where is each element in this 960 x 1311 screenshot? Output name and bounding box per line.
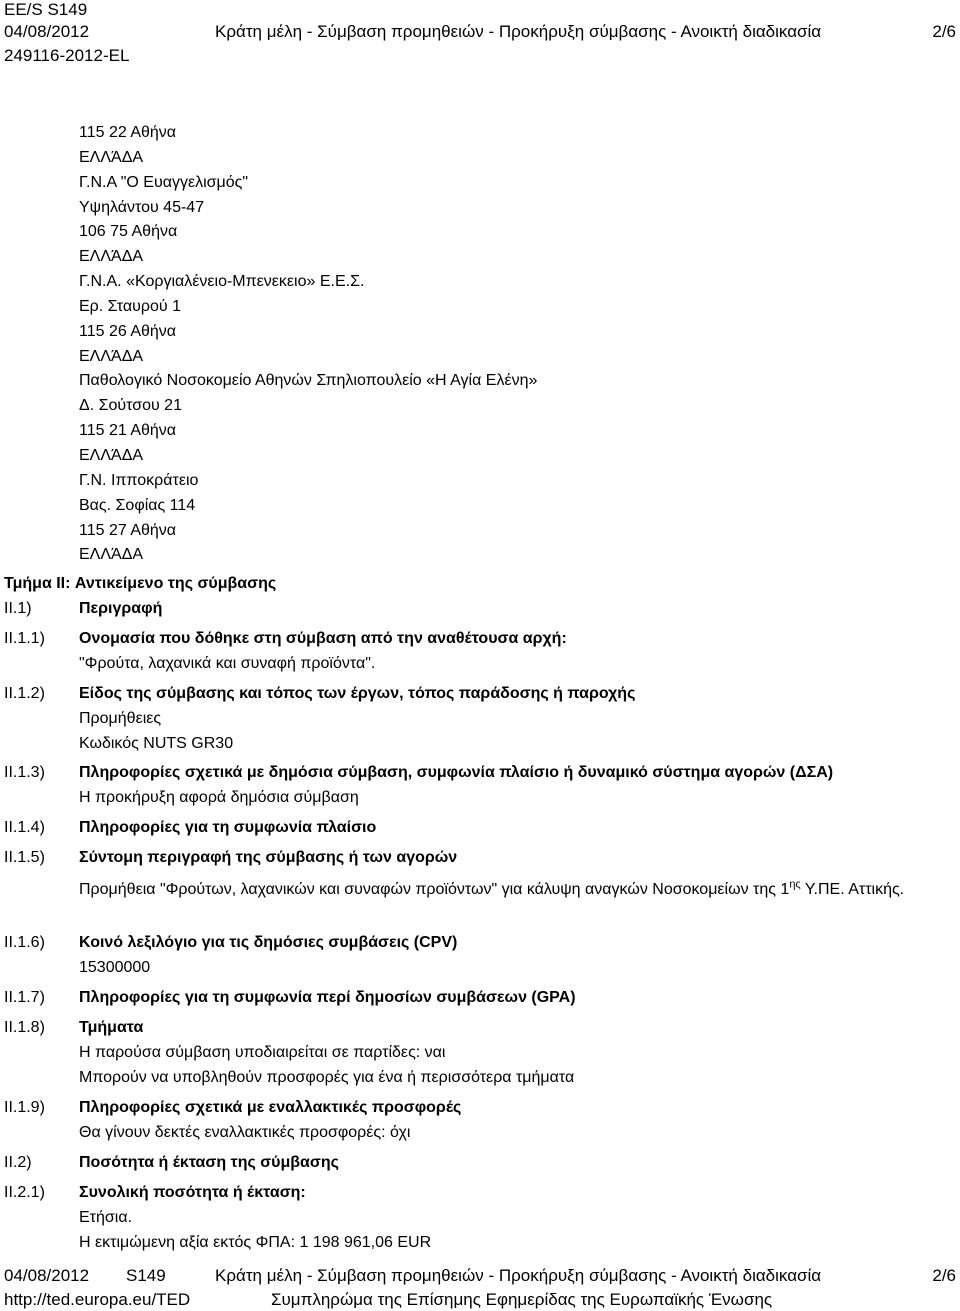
row-number: II.1.8) bbox=[4, 1019, 45, 1036]
header-ref: 249116-2012-EL bbox=[4, 46, 130, 65]
row-text: Η προκήρυξη αφορά δημόσια σύμβαση bbox=[79, 788, 359, 806]
row-heading: Σύντομη περιγραφή της σύμβασης ή των αγορών bbox=[79, 849, 458, 866]
footer-page-number: 2/6 bbox=[932, 1266, 956, 1285]
header-title: Κράτη μέλη - Σύμβαση προμηθειών - Προκήρυξη σύμβασης - Ανοικτή διαδικασία bbox=[215, 22, 822, 41]
row-text: "Φρούτα, λαχανικά και συναφή προϊόντα". bbox=[79, 654, 376, 672]
row-number: II.1.7) bbox=[4, 989, 45, 1006]
row-number: II.1.4) bbox=[4, 819, 45, 836]
address-line: 115 27 Αθήνα bbox=[79, 521, 177, 539]
address-line: Βας. Σοφίας 114 bbox=[79, 496, 196, 514]
header-code: EE/S S149 bbox=[4, 0, 88, 19]
address-line: Ερ. Σταυρού 1 bbox=[79, 297, 181, 315]
row-text: Μπορούν να υποβληθούν προσφορές για ένα ή περισσότερα τμήματα bbox=[79, 1068, 575, 1086]
address-line: 115 21 Αθήνα bbox=[79, 422, 177, 440]
row-description bbox=[79, 878, 939, 903]
row-number: II.1.1) bbox=[4, 630, 45, 647]
address-line: 115 26 Αθήνα bbox=[79, 322, 177, 340]
row-number: II.1.3) bbox=[4, 764, 45, 781]
address-line: Γ.Ν.Α. «Κοργιαλένειο-Μπενεκειο» Ε.Ε.Σ. bbox=[79, 273, 365, 291]
row-heading: Είδος της σύμβασης και τόπος των έργων, τόπος παράδοσης ή παροχής bbox=[79, 685, 636, 702]
row-text: Ετήσια. bbox=[79, 1208, 133, 1226]
row-number: II.2.1) bbox=[4, 1184, 45, 1201]
section-title: Τμήμα II: Αντικείμενο της σύμβασης bbox=[4, 575, 277, 592]
row-text: 15300000 bbox=[79, 958, 151, 976]
footer-date: 04/08/2012 bbox=[4, 1266, 90, 1285]
row-heading: Συνολική ποσότητα ή έκταση: bbox=[79, 1184, 306, 1201]
footer-url-link[interactable]: http://ted.europa.eu/TED bbox=[4, 1290, 191, 1309]
address-line: Δ. Σούτσου 21 bbox=[79, 397, 182, 415]
row-heading: Πληροφορίες για τη συμφωνία πλαίσιο bbox=[79, 819, 377, 836]
address-line: ΕΛΛΆΔΑ bbox=[79, 546, 144, 564]
row-heading: Πληροφορίες για τη συμφωνία περί δημοσίων συμβάσεων (GPA) bbox=[79, 989, 576, 1006]
ordinal-suffix: ης bbox=[789, 878, 801, 891]
row-text: Κωδικός NUTS GR30 bbox=[79, 734, 234, 752]
row-text: Προμήθεια "Φρούτων, λαχανικών και συναφών προϊόντων" για κάλυψη αναγκών Νοσοκομείων της 1 bbox=[79, 880, 790, 898]
row-number: II.1.6) bbox=[4, 934, 45, 951]
row-number: II.1.5) bbox=[4, 849, 45, 866]
row-text: Η εκτιμώμενη αξία εκτός ΦΠΑ: 1 198 961,06 EUR bbox=[79, 1233, 432, 1251]
row-number: II.1) bbox=[4, 600, 32, 617]
row-heading: Περιγραφή bbox=[79, 600, 163, 617]
address-line: ΕΛΛΆΔΑ bbox=[79, 446, 144, 464]
footer-series: S149 bbox=[126, 1266, 166, 1285]
row-number: II.1.9) bbox=[4, 1099, 45, 1116]
address-line: 106 75 Αθήνα bbox=[79, 223, 178, 241]
row-heading: Πληροφορίες σχετικά με δημόσια σύμβαση, συμφωνία πλαίσιο ή δυναμικό σύστημα αγορών (ΔΣΑ) bbox=[79, 764, 834, 781]
address-line: Παθολογικό Νοσοκομείο Αθηνών Σπηλιοπουλείο «Η Αγία Ελένη» bbox=[79, 372, 538, 390]
row-heading: Ποσότητα ή έκταση της σύμβασης bbox=[79, 1154, 339, 1171]
address-line: ΕΛΛΆΔΑ bbox=[79, 248, 144, 266]
address-line: Γ.Ν. Ιπποκράτειο bbox=[79, 471, 199, 489]
row-heading: Κοινό λεξιλόγιο για τις δημόσιες συμβάσεις (CPV) bbox=[79, 934, 458, 951]
address-list bbox=[79, 121, 537, 568]
row-text: Υ.ΠΕ. Αττικής. bbox=[800, 880, 905, 898]
address-line: ΕΛΛΆΔΑ bbox=[79, 148, 144, 166]
footer-supplement: Συμπληρώμα της Επίσημης Εφημερίδας της Ευρωπαϊκής Ένωσης bbox=[271, 1290, 773, 1309]
row-text: Θα γίνουν δεκτές εναλλακτικές προσφορές: όχι bbox=[79, 1123, 411, 1141]
address-line: ΕΛΛΆΔΑ bbox=[79, 347, 144, 365]
header-date: 04/08/2012 bbox=[4, 22, 90, 41]
row-heading: Ονομασία που δόθηκε στη σύμβαση από την αναθέτουσα αρχή: bbox=[79, 630, 567, 647]
address-line: Υψηλάντου 45-47 bbox=[79, 198, 205, 216]
header-page-number: 2/6 bbox=[932, 22, 956, 41]
row-number: II.1.2) bbox=[4, 685, 45, 702]
row-text: Η παρούσα σύμβαση υποδιαιρείται σε παρτίδες: ναι bbox=[79, 1043, 446, 1061]
row-heading: Τμήματα bbox=[79, 1019, 144, 1036]
address-line: Γ.Ν.Α "Ο Ευαγγελισμός" bbox=[79, 173, 249, 191]
row-number: II.2) bbox=[4, 1154, 32, 1171]
row-text: Προμήθειες bbox=[79, 709, 162, 727]
address-line: 115 22 Αθήνα bbox=[79, 124, 177, 141]
row-heading: Πληροφορίες σχετικά με εναλλακτικές προσφορές bbox=[79, 1099, 462, 1116]
footer-title: Κράτη μέλη - Σύμβαση προμηθειών - Προκήρυξη σύμβασης - Ανοικτή διαδικασία bbox=[215, 1266, 822, 1285]
